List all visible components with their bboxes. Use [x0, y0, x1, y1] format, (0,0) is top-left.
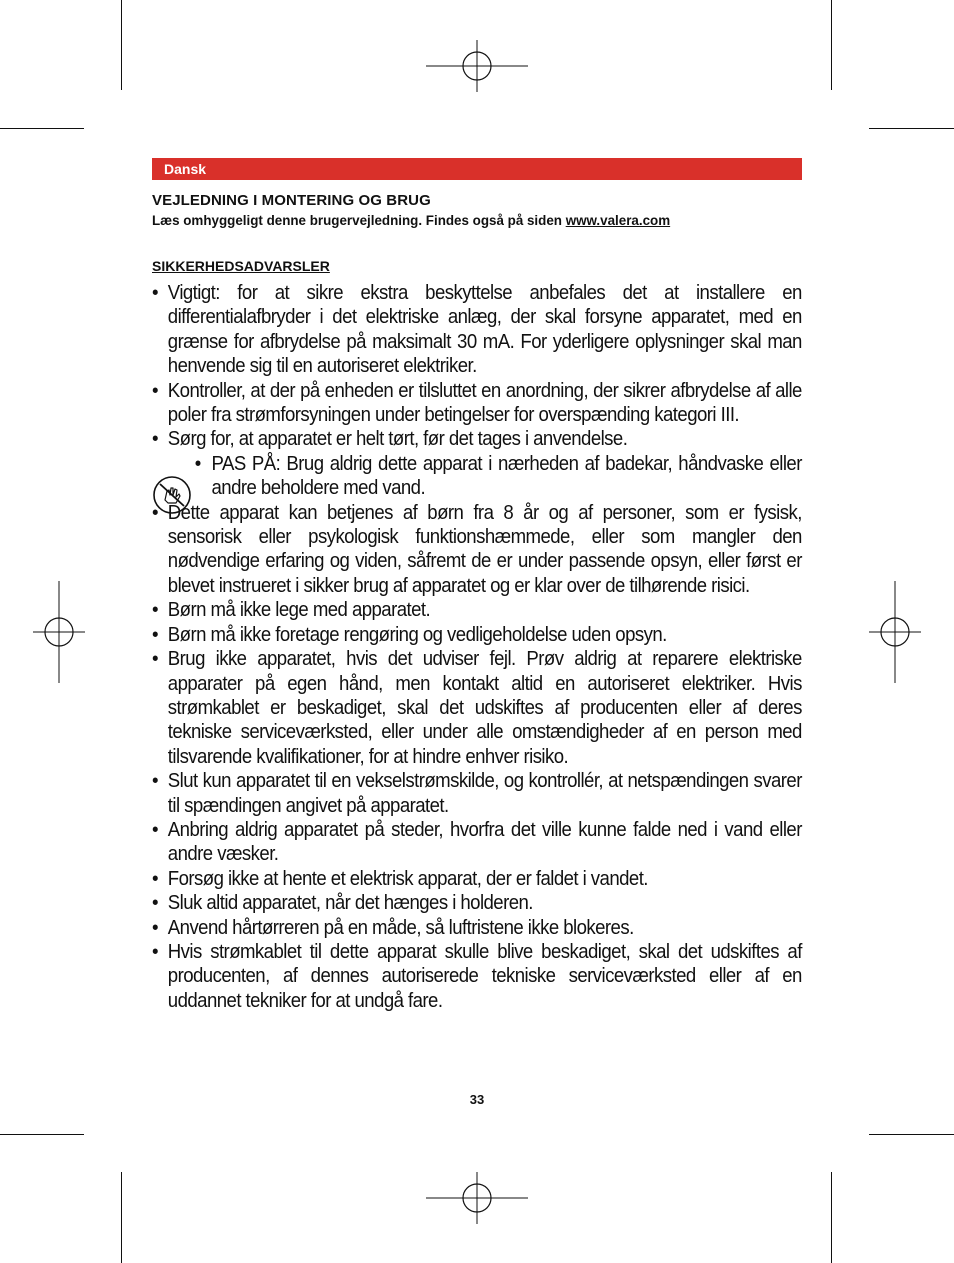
- crop-mark: [121, 1172, 122, 1263]
- crop-mark: [869, 128, 954, 129]
- list-item: • Børn må ikke foretage rengøring og vedligeholdelse uden opsyn.: [152, 623, 667, 646]
- document-title: VEJLEDNING I MONTERING OG BRUG: [152, 192, 431, 209]
- list-item: • Anbring aldrig apparatet på steder, hvorfra det ville kunne falde ned i vand eller andre væsker.: [152, 818, 802, 866]
- list-item: • Kontroller, at der på enheden er tilsluttet en anordning, der sikrer afbrydelse af alle poler fra strømforsyningen under betingelser for overspænding kategori III.: [152, 379, 802, 427]
- crop-mark: [0, 128, 84, 129]
- list-item: • Vigtigt: for at sikre ekstra beskyttelse anbefales det at installere en differentialafbryder i det elektriske anlæg, der skal forsyne apparatet, med en grænse for afbrydelse på maksimalt 30 mA. For yderligere oplysninger skal man henvende sig til en autoriseret elektriker.: [152, 282, 802, 378]
- list-item: • PAS PÅ: Brug aldrig dette apparat i nærheden af badekar, håndvaske eller andre beholdere med vand.: [194, 452, 802, 500]
- list-item: • Hvis strømkablet til dette apparat skulle blive beskadiget, skal det udskiftes af producenten, af dennes autoriserede tekniske serviceværksted eller af en uddannet tekniker for at undgå fare.: [152, 940, 802, 1012]
- list-item: • Sluk altid apparatet, når det hænges i holderen.: [152, 892, 533, 915]
- crop-mark: [869, 1134, 954, 1135]
- language-bar: [152, 158, 802, 180]
- crop-mark: [831, 0, 832, 90]
- page-number: 33: [469, 1092, 485, 1107]
- registration-mark-left: [33, 581, 85, 683]
- crop-mark: [121, 0, 122, 90]
- crop-mark: [831, 1172, 832, 1263]
- registration-mark-bottom: [426, 1172, 528, 1224]
- list-item: • Børn må ikke lege med apparatet.: [152, 599, 431, 622]
- safety-list: [152, 281, 802, 1013]
- list-item: • Sørg for, at apparatet er helt tørt, før det tages i anvendelse.: [152, 428, 628, 451]
- section-heading: SIKKERHEDSADVARSLER: [152, 258, 330, 274]
- crop-mark: [0, 1134, 84, 1135]
- registration-mark-right: [869, 581, 921, 683]
- document-subtitle: [152, 213, 812, 228]
- website-link[interactable]: www.valera.com: [565, 213, 671, 228]
- list-item: • Forsøg ikke at hente et elektrisk apparat, der er faldet i vandet.: [152, 867, 648, 890]
- list-item: • Slut kun apparatet til en vekselstrømskilde, og kontrollér, at netspændingen svarer til spændingen angivet på apparatet.: [152, 770, 802, 817]
- registration-mark-top: [426, 40, 528, 92]
- list-item: • Anvend hårtørreren på en måde, så luftristene ikke blokeres.: [152, 916, 634, 939]
- list-item: • Dette apparat kan betjenes af børn fra 8 år og af personer, som er fysisk, sensorisk eller psykologisk funktionshæmmede, eller som mangler den nødvendige erfaring og viden, såfremt de er under passende opsyn, eller først er blevet instrueret i sikker brug af apparatet og er klar over de tilhørende risici.: [152, 501, 802, 597]
- subtitle-text: Læs omhyggeligt denne brugervejledning. Findes også på siden: [152, 213, 566, 228]
- list-item: • Brug ikke apparatet, hvis det udviser fejl. Prøv aldrig at reparere elektriske apparater på egen hånd, men kontakt altid en autoriseret elektriker. Hvis strømkablet er beskadiget, skal det udskiftes af producenten eller af deres tekniske serviceværksted, eller under alle omstændigheder af en person med tilsvarende kvalifikationer, for at hindre enhver risiko.: [152, 648, 802, 768]
- language-label: Dansk: [164, 161, 207, 177]
